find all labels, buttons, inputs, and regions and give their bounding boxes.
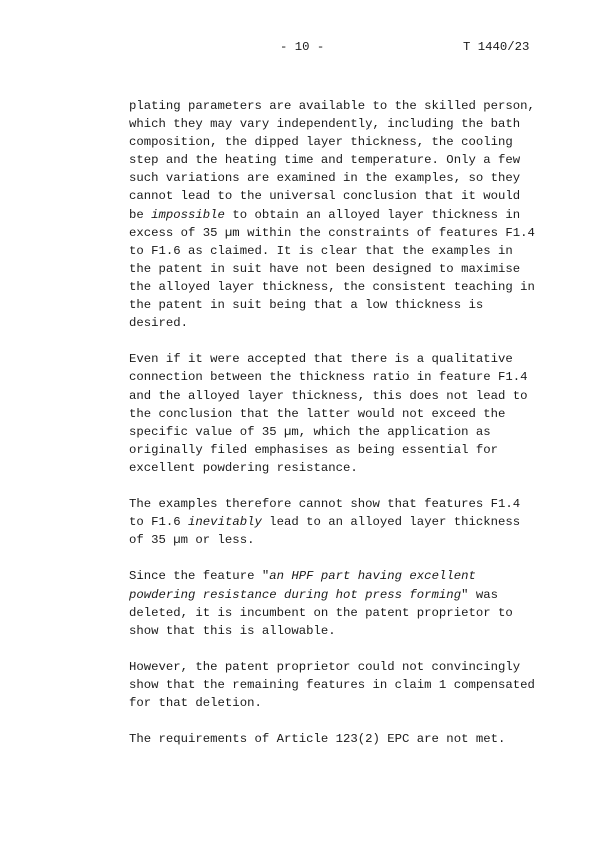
text-line: which they may vary independently, including the bath — [129, 117, 521, 132]
text-line: the alloyed layer thickness, the consistent teaching in — [129, 279, 535, 294]
page-number: - 10 - — [280, 40, 325, 54]
text-line: cannot lead to the universal conclusion that it would — [129, 189, 521, 204]
text-line: composition, the dipped layer thickness, the cooling — [129, 135, 513, 150]
text-run: to obtain an alloyed layer thickness in — [224, 207, 521, 222]
text-line: step and the heating time and temperature. Only a few — [129, 153, 521, 168]
text-line: show that the remaining features in claim 1 compensated — [129, 678, 535, 692]
text-line: excess of 35 µm within the constraints of features F1.4 — [129, 225, 535, 240]
text-line: specific value of 35 µm, which the application as — [129, 424, 491, 439]
text-line: originally filed emphasises as being essential for — [129, 442, 498, 457]
emphasis-impossible: impossible — [151, 207, 225, 222]
paragraph-plating-parameters — [129, 97, 539, 332]
paragraph-qualitative-connection — [129, 350, 539, 477]
text-line: and the alloyed layer thickness, this does not lead to — [129, 388, 528, 403]
text-line: connection between the thickness ratio in feature F1.4 — [129, 370, 528, 385]
text-run: lead to an alloyed layer thickness — [261, 515, 521, 530]
text-line: for that deletion. — [129, 696, 262, 711]
emphasis-quoted-feature: powdering resistance during hot press forming — [129, 587, 462, 602]
text-line — [129, 206, 539, 224]
text-run: be — [129, 207, 152, 222]
text-line: plating parameters are available to the skilled person, — [129, 99, 535, 113]
text-line — [129, 567, 539, 585]
text-line: of 35 µm or less. — [129, 533, 255, 548]
text-line: The examples therefore cannot show that features F1.4 — [129, 497, 521, 512]
text-line — [129, 513, 539, 531]
paragraph-requirements-not-met — [129, 730, 539, 748]
text-line — [129, 586, 539, 604]
text-run: to F1.6 — [129, 515, 189, 530]
text-line: excellent powdering resistance. — [129, 460, 358, 475]
paragraph-deleted-feature — [129, 567, 539, 639]
text-line: such variations are examined in the examples, so they — [129, 171, 521, 186]
text-line: The requirements of Article 123(2) EPC are not met. — [129, 732, 506, 747]
text-line: deleted, it is incumbent on the patent proprietor to — [129, 605, 513, 620]
text-line: Even if it were accepted that there is a qualitative — [129, 352, 513, 367]
text-run: " was — [461, 587, 498, 602]
text-line: show that this is allowable. — [129, 623, 336, 638]
paragraph-examples-conclusion — [129, 495, 539, 549]
emphasis-inevitably: inevitably — [188, 515, 262, 530]
text-line: the patent in suit have not been designed to maximise — [129, 261, 521, 276]
paragraph-proprietor-compensation — [129, 658, 539, 712]
text-line: the patent in suit being that a low thickness is — [129, 298, 484, 313]
page-header — [0, 40, 600, 58]
emphasis-quoted-feature: an HPF part having excellent — [269, 569, 476, 584]
decision-text — [129, 97, 539, 766]
text-line: However, the patent proprietor could not convincingly — [129, 659, 521, 674]
text-line: to F1.6 as claimed. It is clear that the examples in — [129, 243, 513, 258]
text-run: Since the feature " — [129, 569, 270, 584]
text-line: the conclusion that the latter would not exceed the — [129, 406, 506, 421]
case-number: T 1440/23 — [463, 40, 530, 54]
text-line: desired. — [129, 316, 189, 331]
